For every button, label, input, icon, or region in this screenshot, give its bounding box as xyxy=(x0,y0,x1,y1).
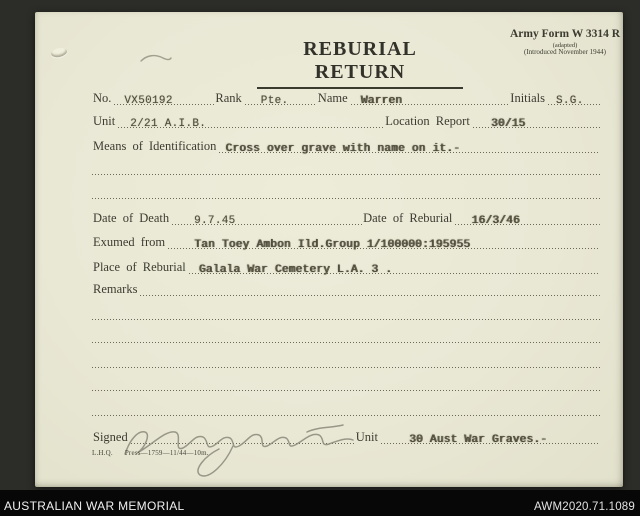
rank-field xyxy=(245,89,317,105)
paper-tear-mark xyxy=(50,46,68,58)
rank-value: Pte. xyxy=(260,95,289,107)
exhumed-from-value: Tan Toey Ambon Ild.Group 1/100000:195955 xyxy=(194,239,471,251)
blank-line xyxy=(92,352,600,368)
printers-imprint-lhq: L.H.Q. xyxy=(92,449,113,457)
row-place-of-reburial xyxy=(92,258,600,274)
row-exhumed-from xyxy=(92,233,600,249)
remarks-label: Remarks xyxy=(93,282,138,296)
no-label: No. xyxy=(93,91,112,105)
name-field xyxy=(351,89,510,105)
no-field xyxy=(114,89,214,105)
form-reference-adapted: (adapted) xyxy=(552,41,578,49)
form-reference xyxy=(495,28,635,56)
date-of-reburial-label: Date of Reburial xyxy=(363,211,453,225)
row-signed xyxy=(92,428,600,444)
means-of-identification-value: Cross over grave with name on it.- xyxy=(225,143,460,155)
form-reference-introduced: (Introduced November 1944) xyxy=(523,47,607,56)
signed-unit-label: Unit xyxy=(355,430,378,444)
unit-field xyxy=(118,112,384,128)
form-reference-number: Army Form W 3314 R xyxy=(509,28,621,40)
unit-label: Unit xyxy=(93,114,116,128)
date-of-death-field xyxy=(172,209,362,225)
place-of-reburial-label: Place of Reburial xyxy=(93,260,186,274)
accession-number: AWM2020.71.1089 xyxy=(533,501,635,513)
blank-line xyxy=(92,400,600,416)
printers-imprint xyxy=(92,449,209,457)
blank-line xyxy=(92,159,600,175)
exhumed-from-label: Exumed from xyxy=(93,235,166,249)
reburial-return-form xyxy=(35,12,623,487)
date-of-reburial-field xyxy=(455,209,600,225)
blank-line xyxy=(92,304,600,320)
row-means-of-identification xyxy=(92,137,600,153)
initials-field xyxy=(548,89,600,105)
location-report-label: Location Report xyxy=(385,114,470,128)
location-report-field xyxy=(473,112,600,128)
row-identity xyxy=(92,89,600,105)
archive-caption-bar xyxy=(0,490,640,516)
row-remarks xyxy=(92,280,600,296)
place-of-reburial-field xyxy=(189,258,600,274)
signed-field xyxy=(131,428,355,444)
institution-name: AUSTRALIAN WAR MEMORIAL xyxy=(4,499,185,513)
location-report-value: 30/15 xyxy=(490,118,526,130)
initials-label: Initials xyxy=(510,91,545,105)
name-label: Name xyxy=(317,91,348,105)
name-value: Warren xyxy=(360,95,403,107)
date-of-reburial-value: 16/3/46 xyxy=(471,215,520,227)
means-of-identification-label: Means of Identification xyxy=(93,139,217,153)
means-of-identification-field xyxy=(219,137,600,153)
rank-label: Rank xyxy=(215,91,242,105)
unit-value: 2/21 A.I.B. xyxy=(130,118,207,130)
printers-imprint-press: Press—1759—11/44—10m. xyxy=(124,449,209,457)
initials-value: S.G. xyxy=(556,95,584,107)
no-value: VX50192 xyxy=(124,95,173,107)
signed-label: Signed xyxy=(93,430,128,444)
blank-line xyxy=(92,183,600,199)
signed-unit-value: 30 Aust War Graves.- xyxy=(408,434,547,446)
blank-line xyxy=(92,327,600,343)
date-of-death-label: Date of Death xyxy=(93,211,170,225)
form-title: REBURIAL RETURN xyxy=(257,38,463,89)
signature-scrawl xyxy=(121,404,365,490)
row-dates xyxy=(92,209,600,225)
place-of-reburial-value: Galala War Cemetery L.A. 3 . xyxy=(198,264,393,276)
blank-line xyxy=(92,375,600,391)
exhumed-from-field xyxy=(168,233,600,249)
signed-unit-field xyxy=(381,428,600,444)
remarks-field xyxy=(140,280,600,296)
row-unit xyxy=(92,112,600,128)
paper-crease-mark xyxy=(139,52,173,66)
date-of-death-value: 9.7.45 xyxy=(194,215,236,227)
